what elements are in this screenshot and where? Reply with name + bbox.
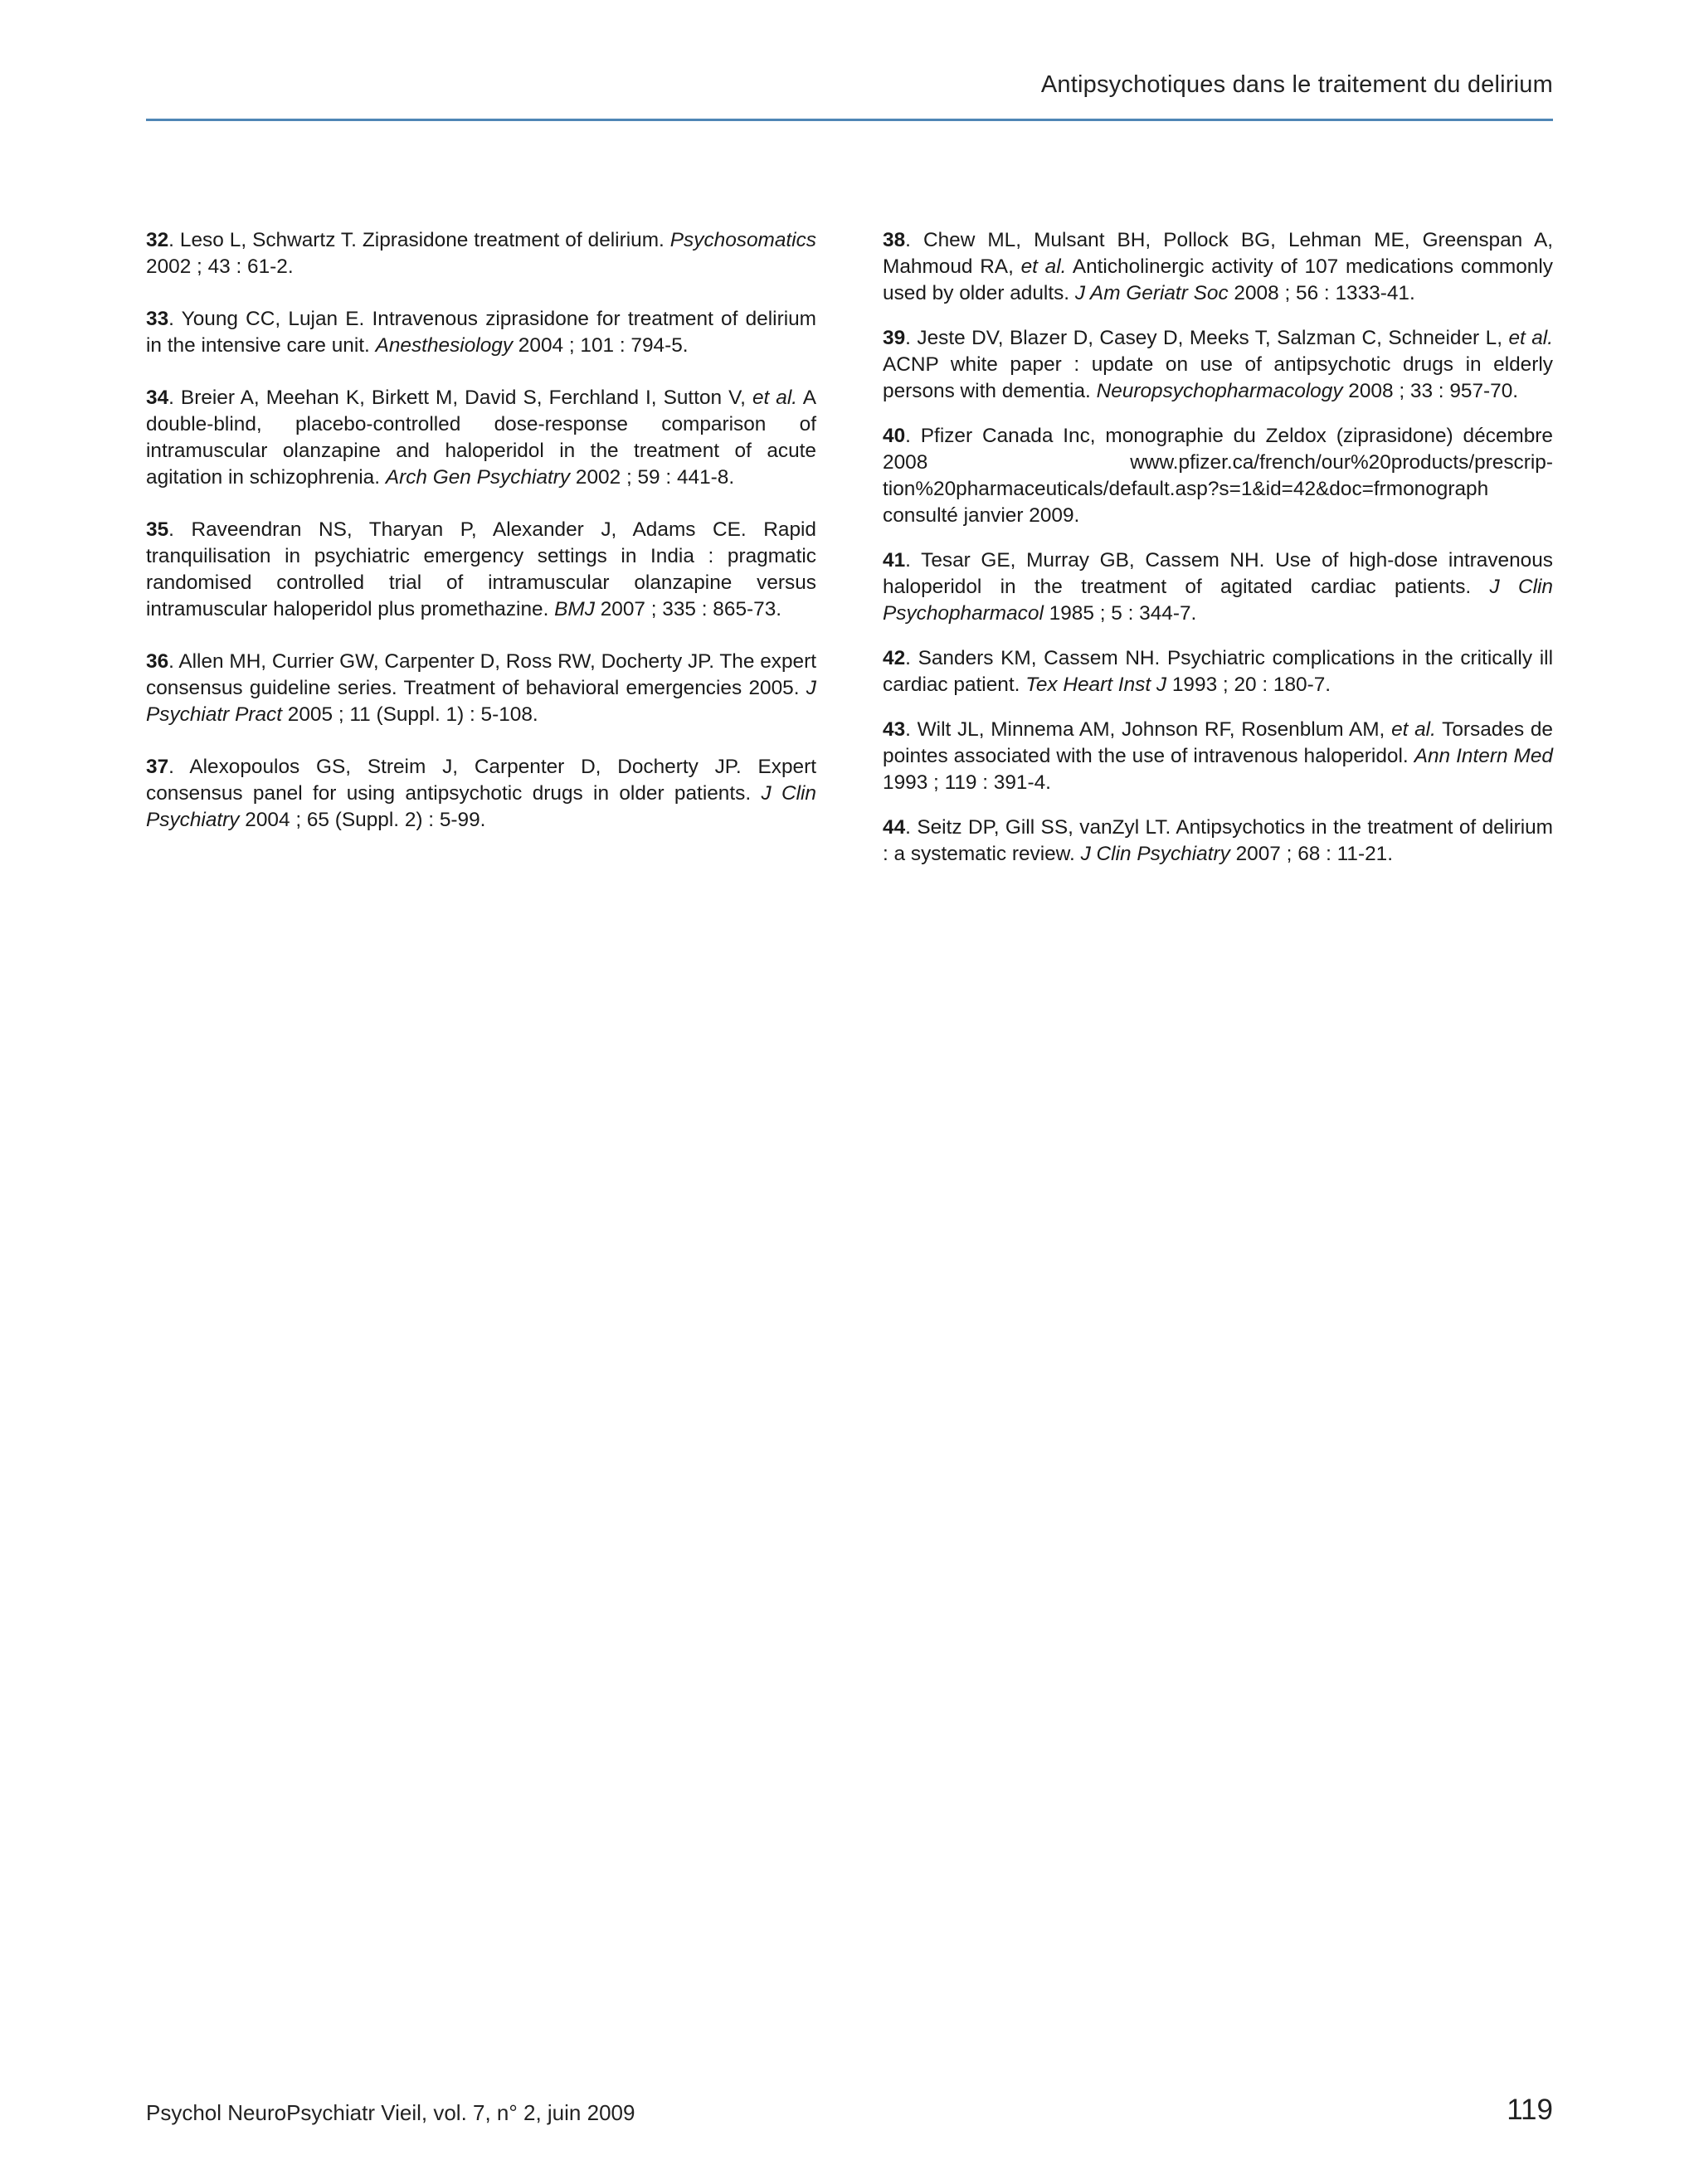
reference-authors: . Seitz DP, Gill SS, vanZyl LT. Antipsychotics in the treatment of delirium : a systematic review. <box>883 816 1553 865</box>
reference-journal: J Clin Psychiatry <box>1080 843 1230 865</box>
reference-number: 44 <box>883 816 906 839</box>
reference-number: 35 <box>146 518 169 541</box>
page-number: 119 <box>1507 2094 1553 2126</box>
reference-et-al: et al. <box>1508 327 1553 349</box>
reference-details: 1993 ; 119 : 391-4. <box>883 771 1051 794</box>
reference-journal: J Am Geriatr Soc <box>1074 282 1229 304</box>
reference-item <box>883 227 1553 307</box>
reference-authors: . Pfizer Canada Inc, monographie du Zeldox (ziprasidone) décembre 2008 www.pfizer.ca/french/our%20products/prescription%20pharmaceuticals/default.asp?s=1&id=42&doc=frmonograph consulté janvier 2009. <box>883 425 1553 527</box>
reference-item <box>146 385 816 491</box>
reference-details: 2007 ; 335 : 865-73. <box>594 598 782 620</box>
reference-title: ACNP white paper : update on use of antipsychotic drugs in elderly persons with dementia. <box>883 353 1553 402</box>
footer-journal-citation: Psychol NeuroPsychiatr Vieil, vol. 7, n° 2, juin 2009 <box>146 2100 635 2125</box>
reference-details: 2004 ; 101 : 794-5. <box>513 334 689 357</box>
reference-et-al: et al. <box>1391 718 1436 741</box>
reference-authors: . Jeste DV, Blazer D, Casey D, Meeks T, Salzman C, Schneider L, <box>905 327 1509 349</box>
reference-item <box>146 306 816 359</box>
reference-authors: . Young CC, Lujan E. Intravenous ziprasidone for treatment of delirium in the intensive care unit. <box>146 308 816 357</box>
reference-item <box>146 227 816 280</box>
reference-journal: Anesthesiology <box>375 334 514 357</box>
reference-journal: Ann Intern Med <box>1414 745 1553 767</box>
reference-authors: . Breier A, Meehan K, Birkett M, David S, Ferchland I, Sutton V, <box>168 387 752 409</box>
reference-item <box>883 325 1553 405</box>
reference-details: 2002 ; 59 : 441-8. <box>570 466 735 489</box>
reference-item <box>146 649 816 728</box>
reference-details: 2008 ; 33 : 957-70. <box>1342 380 1519 402</box>
reference-item <box>146 754 816 834</box>
reference-number: 42 <box>883 647 906 669</box>
reference-number: 37 <box>146 756 169 778</box>
reference-journal: J Clin Psychiatry <box>146 782 816 831</box>
reference-authors: . Wilt JL, Minnema AM, Johnson RF, Rosenblum AM, <box>905 718 1392 741</box>
reference-number: 41 <box>883 549 906 572</box>
reference-number: 38 <box>883 229 906 251</box>
running-header-title: Antipsychotiques dans le traitement du delirium <box>1040 71 1553 98</box>
reference-authors: . Alexopoulos GS, Streim J, Carpenter D, Docherty JP. Expert consensus panel for using antipsychotic drugs in older patients. <box>146 756 816 805</box>
reference-title: Anticholinergic activity of 107 medications commonly used by older adults. <box>883 255 1553 304</box>
reference-journal: BMJ <box>554 598 595 620</box>
reference-number: 43 <box>883 718 906 741</box>
reference-et-al: et al. <box>752 387 798 409</box>
reference-journal: J Clin Psychopharmacol <box>883 576 1553 625</box>
reference-item <box>883 547 1553 627</box>
reference-et-al: et al. <box>1020 255 1067 278</box>
reference-title: A double-blind, placebo-controlled dose-response comparison of intramuscular olanzapine and haloperidol in the treatment of acute agitation in schizophrenia. <box>146 387 816 489</box>
reference-number: 33 <box>146 308 169 330</box>
reference-authors: . Leso L, Schwartz T. Ziprasidone treatment of delirium. <box>168 229 670 251</box>
reference-details: 2002 ; 43 : 61-2. <box>146 255 294 278</box>
reference-item <box>883 645 1553 698</box>
reference-details: 2005 ; 11 (Suppl. 1) : 5-108. <box>282 703 538 726</box>
reference-journal: Neuropsychopharmacology <box>1096 380 1343 402</box>
header-divider <box>146 119 1553 121</box>
reference-title: Torsades de pointes associated with the use of intravenous haloperidol. <box>883 718 1553 767</box>
reference-item <box>883 717 1553 796</box>
reference-authors: . Chew ML, Mulsant BH, Pollock BG, Lehman ME, Greenspan A, Mahmoud RA, <box>883 229 1553 278</box>
reference-authors: . Allen MH, Currier GW, Carpenter D, Ross RW, Docherty JP. The expert consensus guideline series. Treatment of behavioral emergencies 2005. <box>146 650 816 699</box>
reference-number: 32 <box>146 229 169 251</box>
reference-details: 1985 ; 5 : 344-7. <box>1043 602 1197 625</box>
reference-number: 40 <box>883 425 906 447</box>
reference-authors: . Raveendran NS, Tharyan P, Alexander J, Adams CE. Rapid tranquilisation in psychiatric emergency settings in India : pragmatic randomised controlled trial of intramuscular olanzapine versus intramuscular haloperidol plus promethazine. <box>146 518 816 620</box>
reference-number: 39 <box>883 327 906 349</box>
reference-column-left <box>146 227 816 859</box>
reference-details: 1993 ; 20 : 180-7. <box>1166 674 1331 696</box>
reference-journal: Psychosomatics <box>669 229 816 251</box>
reference-item <box>146 517 816 623</box>
reference-item <box>883 423 1553 529</box>
reference-number: 36 <box>146 650 169 673</box>
reference-authors: . Tesar GE, Murray GB, Cassem NH. Use of high-dose intravenous haloperidol in the treatment of agitated cardiac patients. <box>883 549 1553 598</box>
reference-journal: J Psychiatr Pract <box>146 677 816 726</box>
reference-journal: Arch Gen Psychiatry <box>385 466 571 489</box>
reference-item <box>883 815 1553 868</box>
reference-details: 2007 ; 68 : 11-21. <box>1229 843 1394 865</box>
reference-journal: Tex Heart Inst J <box>1025 674 1167 696</box>
reference-number: 34 <box>146 387 169 409</box>
reference-authors: . Sanders KM, Cassem NH. Psychiatric complications in the critically ill cardiac patient. <box>883 647 1553 696</box>
reference-details: 2008 ; 56 : 1333-41. <box>1228 282 1415 304</box>
reference-column-right <box>883 227 1553 886</box>
reference-details: 2004 ; 65 (Suppl. 2) : 5-99. <box>239 809 486 831</box>
